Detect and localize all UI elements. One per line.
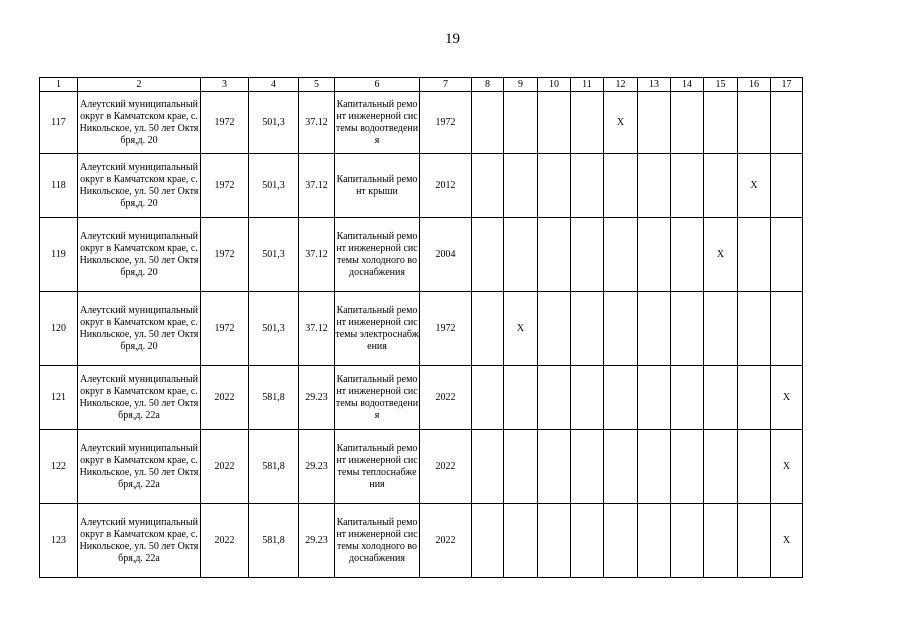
period-mark-cell — [472, 92, 504, 154]
last-repair-year-cell: 2004 — [420, 218, 472, 292]
last-repair-year-cell: 1972 — [420, 292, 472, 366]
address-cell: Алеутский муниципальный округ в Камчатском крае, с. Никольское, ул. 50 лет Октября,д. 20 — [78, 154, 201, 218]
table-row — [40, 218, 803, 292]
row-number-cell: 118 — [40, 154, 78, 218]
period-mark-cell — [671, 366, 704, 430]
period-mark-cell — [704, 366, 738, 430]
period-mark-cell — [771, 218, 803, 292]
work-type-cell: Капитальный ремонт инженерной системы электроснабжения — [335, 292, 420, 366]
period-mark-cell — [571, 366, 604, 430]
period-mark-cell — [538, 92, 571, 154]
col-header: 13 — [638, 78, 671, 92]
period-mark-cell — [638, 292, 671, 366]
row-number-cell: 121 — [40, 366, 78, 430]
period-mark-cell — [571, 92, 604, 154]
period-mark-cell — [604, 504, 638, 578]
last-repair-year-cell: 2022 — [420, 430, 472, 504]
period-mark-cell — [538, 154, 571, 218]
period-mark-cell — [704, 154, 738, 218]
period-mark-cell — [671, 292, 704, 366]
period-mark-cell — [571, 154, 604, 218]
work-type-cell: Капитальный ремонт инженерной системы теплоснабжения — [335, 430, 420, 504]
table-row — [40, 92, 803, 154]
area-cell: 581,8 — [249, 366, 299, 430]
address-cell: Алеутский муниципальный округ в Камчатском крае, с. Никольское, ул. 50 лет Октября,д. 20 — [78, 218, 201, 292]
period-mark-cell — [738, 92, 771, 154]
page-number: 19 — [445, 31, 460, 47]
period-mark-cell — [504, 430, 538, 504]
table-row — [40, 366, 803, 430]
period-mark-cell — [504, 218, 538, 292]
period-mark-cell — [738, 218, 771, 292]
period-mark-cell — [638, 366, 671, 430]
period-mark-cell — [472, 154, 504, 218]
wear-cell: 29.23 — [299, 366, 335, 430]
period-mark-cell — [504, 154, 538, 218]
repair-schedule-table — [39, 77, 803, 578]
period-mark-cell — [704, 504, 738, 578]
work-type-cell: Капитальный ремонт инженерной системы холодного водоснабжения — [335, 504, 420, 578]
period-mark-cell — [738, 366, 771, 430]
area-cell: 501,3 — [249, 292, 299, 366]
last-repair-year-cell: 1972 — [420, 92, 472, 154]
period-mark-cell — [571, 218, 604, 292]
build-year-cell: 1972 — [201, 92, 249, 154]
col-header: 17 — [771, 78, 803, 92]
period-mark-cell — [604, 430, 638, 504]
period-mark-cell — [638, 92, 671, 154]
address-cell: Алеутский муниципальный округ в Камчатском крае, с. Никольское, ул. 50 лет Октября,д. 20 — [78, 292, 201, 366]
area-cell: 581,8 — [249, 504, 299, 578]
col-header: 1 — [40, 78, 78, 92]
last-repair-year-cell: 2012 — [420, 154, 472, 218]
period-mark-cell — [638, 504, 671, 578]
col-header: 16 — [738, 78, 771, 92]
period-mark-cell — [771, 92, 803, 154]
build-year-cell: 1972 — [201, 154, 249, 218]
period-mark-cell: X — [504, 292, 538, 366]
wear-cell: 37.12 — [299, 92, 335, 154]
table-row — [40, 154, 803, 218]
wear-cell: 37.12 — [299, 292, 335, 366]
col-header: 10 — [538, 78, 571, 92]
period-mark-cell: X — [771, 504, 803, 578]
col-header: 3 — [201, 78, 249, 92]
period-mark-cell — [472, 430, 504, 504]
wear-cell: 37.12 — [299, 154, 335, 218]
period-mark-cell: X — [704, 218, 738, 292]
period-mark-cell — [538, 430, 571, 504]
period-mark-cell — [504, 366, 538, 430]
work-type-cell: Капитальный ремонт инженерной системы холодного водоснабжения — [335, 218, 420, 292]
col-header: 5 — [299, 78, 335, 92]
period-mark-cell — [704, 292, 738, 366]
period-mark-cell — [571, 430, 604, 504]
build-year-cell: 2022 — [201, 504, 249, 578]
period-mark-cell — [604, 292, 638, 366]
row-number-cell: 122 — [40, 430, 78, 504]
col-header: 4 — [249, 78, 299, 92]
build-year-cell: 1972 — [201, 218, 249, 292]
period-mark-cell — [504, 504, 538, 578]
col-header: 8 — [472, 78, 504, 92]
last-repair-year-cell: 2022 — [420, 504, 472, 578]
col-header: 12 — [604, 78, 638, 92]
period-mark-cell — [472, 366, 504, 430]
address-cell: Алеутский муниципальный округ в Камчатском крае, с. Никольское, ул. 50 лет Октября,д. 20 — [78, 92, 201, 154]
period-mark-cell — [771, 292, 803, 366]
col-header: 14 — [671, 78, 704, 92]
area-cell: 501,3 — [249, 154, 299, 218]
col-header: 7 — [420, 78, 472, 92]
period-mark-cell — [571, 504, 604, 578]
period-mark-cell — [671, 92, 704, 154]
col-header: 11 — [571, 78, 604, 92]
period-mark-cell — [738, 504, 771, 578]
period-mark-cell — [638, 154, 671, 218]
period-mark-cell — [472, 292, 504, 366]
period-mark-cell — [704, 430, 738, 504]
period-mark-cell — [538, 218, 571, 292]
period-mark-cell: X — [604, 92, 638, 154]
col-header: 15 — [704, 78, 738, 92]
address-cell: Алеутский муниципальный округ в Камчатском крае, с. Никольское, ул. 50 лет Октября,д. 22а — [78, 504, 201, 578]
period-mark-cell — [738, 292, 771, 366]
wear-cell: 37.12 — [299, 218, 335, 292]
wear-cell: 29.23 — [299, 504, 335, 578]
period-mark-cell — [472, 218, 504, 292]
period-mark-cell — [638, 218, 671, 292]
period-mark-cell — [571, 292, 604, 366]
table-row — [40, 430, 803, 504]
col-header: 6 — [335, 78, 420, 92]
period-mark-cell — [604, 218, 638, 292]
period-mark-cell: X — [771, 430, 803, 504]
address-cell: Алеутский муниципальный округ в Камчатском крае, с. Никольское, ул. 50 лет Октября,д. 22а — [78, 430, 201, 504]
build-year-cell: 2022 — [201, 366, 249, 430]
period-mark-cell — [704, 92, 738, 154]
row-number-cell: 119 — [40, 218, 78, 292]
period-mark-cell — [538, 292, 571, 366]
build-year-cell: 2022 — [201, 430, 249, 504]
build-year-cell: 1972 — [201, 292, 249, 366]
area-cell: 581,8 — [249, 430, 299, 504]
work-type-cell: Капитальный ремонт инженерной системы водоотведения — [335, 366, 420, 430]
row-number-cell: 123 — [40, 504, 78, 578]
address-cell: Алеутский муниципальный округ в Камчатском крае, с. Никольское, ул. 50 лет Октября,д. 22а — [78, 366, 201, 430]
period-mark-cell — [538, 366, 571, 430]
period-mark-cell — [671, 218, 704, 292]
period-mark-cell — [771, 154, 803, 218]
period-mark-cell — [738, 430, 771, 504]
period-mark-cell: X — [738, 154, 771, 218]
period-mark-cell — [504, 92, 538, 154]
area-cell: 501,3 — [249, 92, 299, 154]
col-header: 2 — [78, 78, 201, 92]
area-cell: 501,3 — [249, 218, 299, 292]
table-body — [40, 92, 803, 578]
period-mark-cell — [671, 430, 704, 504]
table-row — [40, 292, 803, 366]
period-mark-cell — [638, 430, 671, 504]
table-row — [40, 504, 803, 578]
work-type-cell: Капитальный ремонт инженерной системы водоотведения — [335, 92, 420, 154]
work-type-cell: Капитальный ремонт крыши — [335, 154, 420, 218]
period-mark-cell — [604, 366, 638, 430]
last-repair-year-cell: 2022 — [420, 366, 472, 430]
period-mark-cell — [538, 504, 571, 578]
period-mark-cell: X — [771, 366, 803, 430]
row-number-cell: 120 — [40, 292, 78, 366]
period-mark-cell — [671, 154, 704, 218]
period-mark-cell — [671, 504, 704, 578]
wear-cell: 29.23 — [299, 430, 335, 504]
period-mark-cell — [604, 154, 638, 218]
column-number-row — [40, 78, 803, 92]
row-number-cell: 117 — [40, 92, 78, 154]
period-mark-cell — [472, 504, 504, 578]
col-header: 9 — [504, 78, 538, 92]
